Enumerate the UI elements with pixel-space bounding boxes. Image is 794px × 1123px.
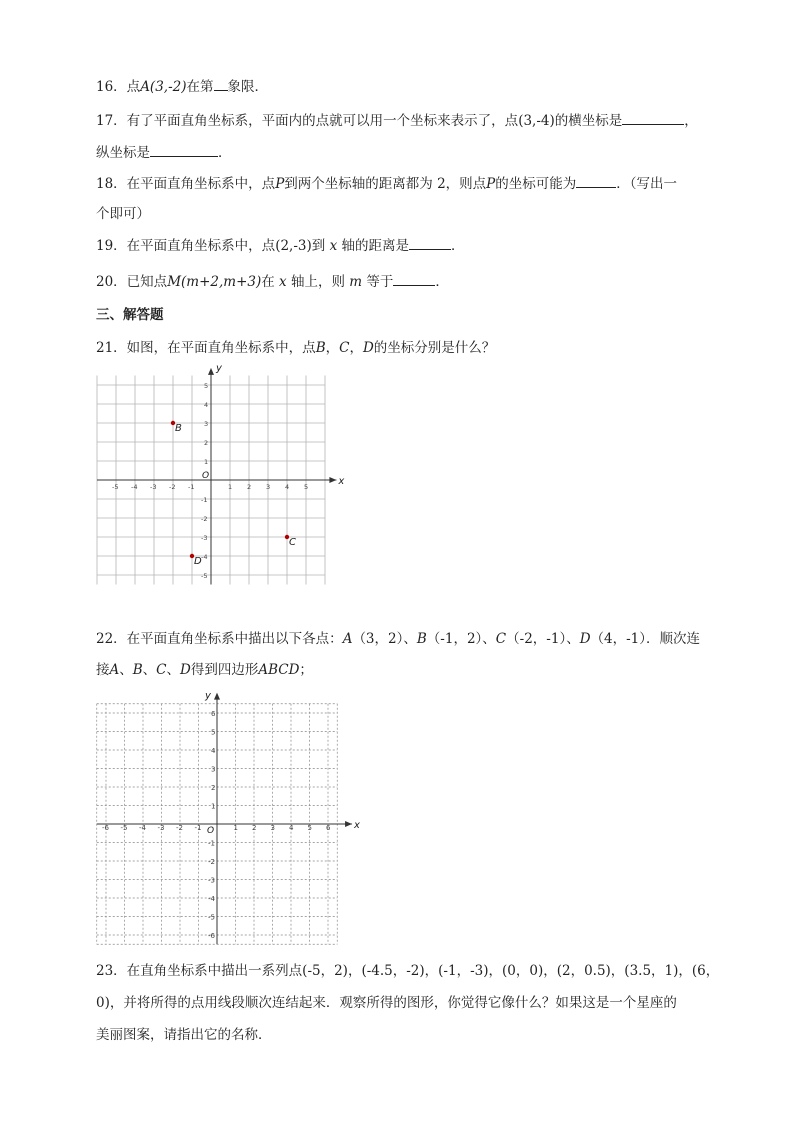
- y-tick-label: -3: [208, 876, 215, 885]
- q18-var: P: [486, 176, 496, 192]
- question-22: [96, 629, 700, 649]
- question-21: [96, 338, 495, 358]
- y-tick-label: -5: [208, 913, 215, 922]
- y-axis-label: y: [205, 690, 211, 702]
- q22-var: C: [156, 662, 167, 678]
- question-18-cont: [96, 204, 150, 224]
- x-axis-arrow: [345, 821, 352, 827]
- q21-text: ，: [325, 340, 340, 356]
- q22-text: （4，-1）．顺次连: [590, 631, 701, 647]
- q22-text: 22．在平面直角坐标系中描出以下各点：: [96, 631, 343, 647]
- x-tick-label: -2: [176, 824, 183, 832]
- origin-label: O: [202, 471, 210, 481]
- q22-var: B: [132, 662, 143, 678]
- answer-blank[interactable]: [393, 271, 435, 286]
- q23-text: 23．在直角坐标系中描出一系列点(-5，2)，(-4.5，-2)，(-1，-3)，(0，0)，(2，0.5)，(3.5，1)，(6，: [96, 963, 720, 979]
- q18-var: P: [275, 176, 285, 192]
- q22-var: C: [495, 631, 507, 647]
- y-tick-label: -1: [208, 839, 215, 848]
- answer-blank[interactable]: [214, 76, 228, 91]
- q17-text: 的横坐标是: [554, 113, 623, 129]
- x-tick-label: 3: [266, 483, 271, 491]
- section-heading: [96, 305, 164, 325]
- q22-text: （3，2）、: [352, 631, 417, 647]
- q18-text: 到两个坐标轴的距离都为 2，则点: [284, 176, 487, 192]
- q17-text: ．: [218, 145, 232, 161]
- y-tick-label: 2: [204, 439, 209, 447]
- q17-text: 纵坐标是: [96, 145, 150, 161]
- q21-text: 21．如图，在平面直角坐标系中，点: [96, 340, 316, 356]
- q19-point: (2,-3): [275, 238, 312, 254]
- q16-point: A(3,-2): [140, 79, 187, 95]
- answer-blank[interactable]: [622, 110, 684, 125]
- x-tick-label: 5: [304, 483, 309, 491]
- q20-text: 等于: [366, 274, 394, 290]
- x-tick-label: 5: [307, 824, 312, 832]
- q22-text: ；: [299, 662, 313, 678]
- answer-blank[interactable]: [576, 173, 616, 188]
- y-tick-label: 4: [204, 401, 209, 409]
- y-tick-label: -3: [201, 534, 208, 542]
- q19-text: 轴的距离是: [341, 238, 409, 254]
- q19-axis: x: [329, 238, 338, 254]
- q22-text: （-2，-1）、: [506, 631, 580, 647]
- y-tick-label: -5: [201, 572, 208, 580]
- q22-text: 、: [142, 662, 157, 678]
- y-tick-label: 5: [211, 728, 216, 737]
- y-tick-label: 3: [211, 765, 216, 774]
- y-tick-label: 1: [204, 458, 209, 466]
- q22-shape: ABCD: [258, 662, 300, 678]
- q20-var: m: [349, 274, 363, 290]
- question-19: [96, 235, 464, 256]
- answer-blank[interactable]: [409, 235, 451, 250]
- question-18: [96, 173, 677, 194]
- point-label: D: [194, 556, 202, 567]
- origin-label: O: [207, 826, 215, 836]
- q18-text: 18．在平面直角坐标系中，点: [96, 176, 276, 192]
- y-tick-label: 3: [204, 420, 209, 428]
- q20-axis: x: [279, 274, 287, 290]
- q22-text: 得到四边形: [190, 662, 259, 678]
- question-17-cont: [96, 142, 232, 163]
- x-tick-label: 3: [270, 824, 275, 832]
- y-tick-label: -1: [201, 496, 208, 504]
- y-tick-label: 6: [211, 710, 216, 718]
- x-tick-label: -5: [112, 483, 119, 491]
- y-axis-arrow: [208, 368, 214, 375]
- coordinate-graph-1: [96, 362, 346, 585]
- q20-point: M(m+2,m+3): [167, 274, 262, 290]
- x-tick-label: -1: [194, 824, 202, 832]
- y-axis-label: y: [216, 362, 222, 374]
- x-axis-arrow: [329, 477, 336, 483]
- q20-text: 20．已知点: [96, 274, 168, 290]
- q17-text: ，: [684, 113, 698, 129]
- q21-text: 的坐标分别是什么？: [373, 340, 496, 356]
- q22-var: A: [342, 631, 353, 647]
- q22-var: D: [579, 631, 591, 647]
- x-tick-label: -5: [120, 824, 128, 832]
- q23-text: 0)，并将所得的点用线段顺次连结起来．观察所得的图形，你觉得它像什么？如果这是一个星座的: [96, 995, 677, 1011]
- q21-var: C: [339, 340, 350, 356]
- x-tick-label: -4: [131, 483, 138, 491]
- x-tick-label: 6: [326, 824, 331, 832]
- q22-var: D: [180, 662, 191, 678]
- question-23-cont: [96, 1025, 272, 1045]
- section-title: 三、解答题: [96, 307, 164, 323]
- q22-var: A: [109, 662, 120, 678]
- y-tick-label: -2: [201, 515, 208, 523]
- question-23: [96, 961, 719, 981]
- q19-text: 19．在平面直角坐标系中，点: [96, 238, 276, 254]
- x-axis-label: x: [338, 476, 345, 487]
- q21-text: ，: [349, 340, 363, 356]
- q16-text: 在第: [186, 79, 214, 95]
- x-tick-label: -1: [188, 483, 195, 491]
- y-tick-label: -6: [208, 932, 215, 940]
- y-tick-label: -4: [201, 553, 208, 561]
- x-tick-label: 2: [247, 483, 252, 491]
- q18-text: 个即可）: [96, 206, 150, 222]
- answer-blank[interactable]: [150, 142, 218, 157]
- q23-text: 美丽图案，请指出它的名称．: [96, 1027, 272, 1043]
- y-tick-label: -2: [208, 858, 215, 866]
- q18-text: 的坐标可能为: [495, 176, 577, 192]
- x-tick-label: -2: [169, 483, 176, 491]
- point-label: C: [289, 537, 296, 548]
- question-16: [96, 76, 268, 97]
- x-tick-label: -3: [150, 483, 157, 491]
- question-17: [96, 110, 698, 131]
- q22-text: 接: [96, 662, 110, 678]
- y-tick-label: 1: [211, 802, 216, 811]
- y-tick-label: 4: [211, 747, 216, 755]
- x-axis-label: x: [354, 820, 360, 831]
- y-tick-label: -4: [208, 895, 215, 903]
- q19-text: ．: [450, 238, 465, 254]
- q21-var: B: [315, 340, 326, 356]
- q19-text: 到: [311, 238, 326, 254]
- y-axis-arrow: [214, 693, 220, 700]
- q17-text: 17．有了平面直角坐标系，平面内的点就可以用一个坐标来表示了，点: [96, 113, 519, 129]
- q18-text: ．（写出一: [616, 176, 678, 192]
- question-22-cont: [96, 660, 313, 680]
- x-tick-label: 1: [233, 824, 238, 832]
- q16-text: 象限．: [227, 79, 269, 95]
- q22-text: （-1，2）、: [426, 631, 496, 647]
- q21-var: D: [362, 340, 374, 356]
- x-tick-label: -4: [139, 824, 146, 832]
- q22-var: B: [416, 631, 427, 647]
- q22-text: 、: [119, 662, 133, 678]
- x-tick-label: 4: [285, 483, 290, 491]
- q20-text: 轴上，则: [290, 274, 345, 290]
- q20-text: 在: [261, 274, 275, 290]
- q17-point: (3,-4): [518, 113, 555, 129]
- question-23-cont: [96, 993, 677, 1013]
- x-tick-label: 4: [289, 824, 294, 832]
- y-tick-label: 5: [204, 382, 209, 390]
- x-tick-label: 2: [252, 824, 257, 832]
- question-20: [96, 271, 449, 292]
- x-tick-label: -3: [157, 824, 165, 832]
- point-label: B: [175, 423, 182, 434]
- y-tick-label: 2: [211, 784, 216, 792]
- x-tick-label: -6: [102, 824, 109, 832]
- q22-text: 、: [166, 662, 181, 678]
- coordinate-graph-2: [90, 686, 365, 948]
- q20-text: ．: [435, 274, 449, 290]
- x-tick-label: 1: [228, 483, 233, 491]
- q16-text: 16．点: [96, 79, 141, 95]
